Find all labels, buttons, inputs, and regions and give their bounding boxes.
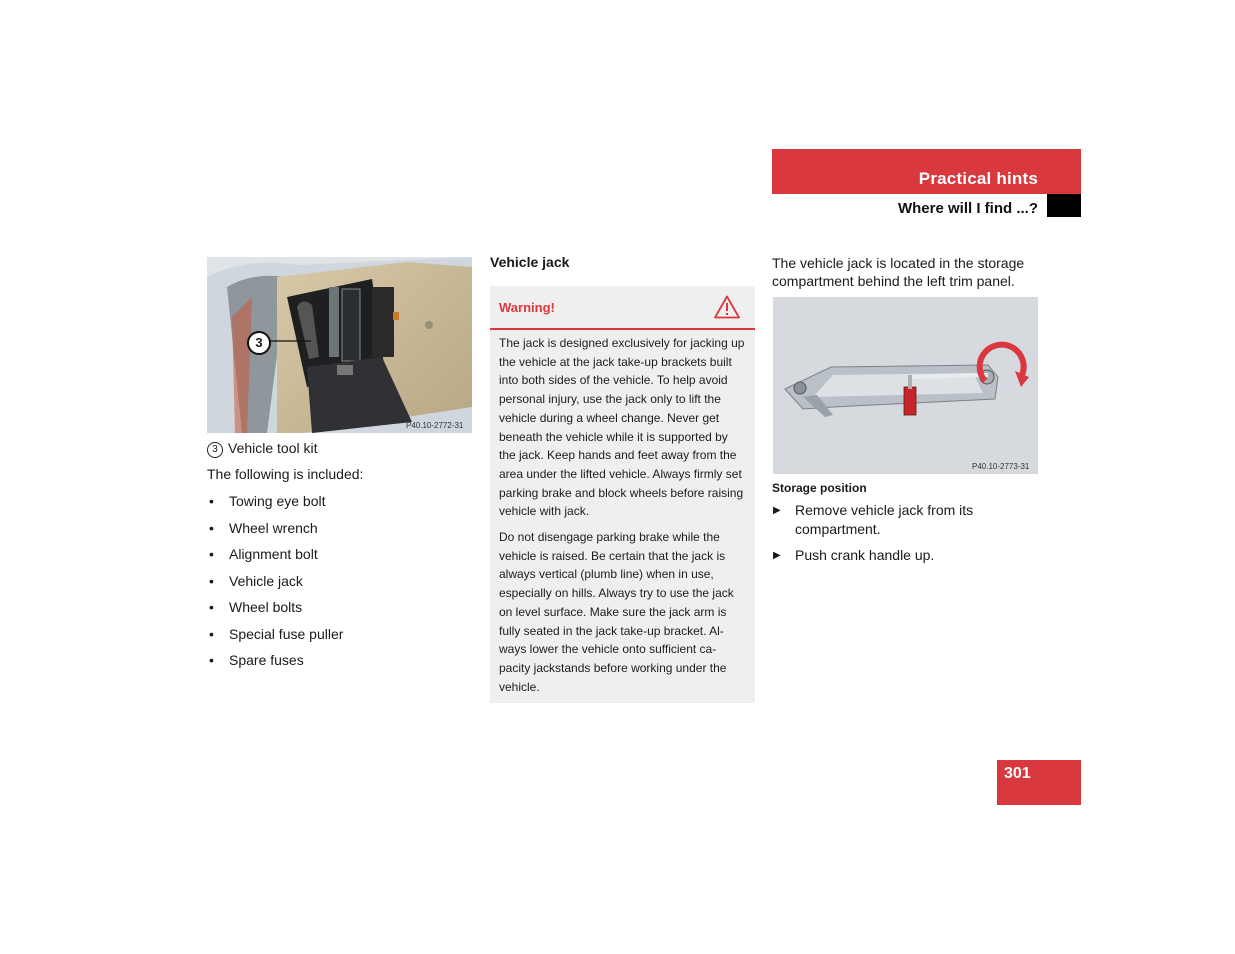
list-item: • Vehicle jack [207, 572, 343, 599]
callout-number: 3 [247, 331, 271, 355]
jack-storage-figure [773, 297, 1038, 474]
list-item: • Wheel bolts [207, 598, 343, 625]
list-item: • Wheel wrench [207, 519, 343, 546]
included-intro: The following is included: [207, 466, 364, 482]
warning-paragraph: The jack is designed exclusively for jacking up the vehicle at the jack take-up brackets built into both sides of the vehicle. To help avoid personal injury, use the jack only to lift the vehicle during a wheel change. Never get beneath the vehicle while it is supported by the jack. Keep hands and feet away from the area under the lifted vehicle. Always firmly set parking brake and block wheels before raising vehicle with jack. [499, 336, 745, 519]
subsection-title: Where will I find ...? [897, 200, 1038, 217]
callout-reference: 3 [207, 442, 223, 458]
tool-kit-caption-text: Vehicle tool kit [228, 440, 318, 456]
section-title: Practical hints [918, 169, 1038, 188]
list-item: ▶ Remove vehicle jack from its compartment. [772, 501, 1042, 539]
warning-paragraph: Do not disengage parking brake while the vehicle is raised. Be certain that the jack is always vertical (plumb line) when in use, especially on hills. Always try to use the jack on level surface. Make sure the jack arm is fully seated in the jack take-up bracket. Al-ways lower the vehicle onto sufficient ca-pacity jackstands before working under the vehicle. [499, 530, 734, 694]
warning-title: Warning! [499, 300, 555, 315]
vehicle-jack-heading: Vehicle jack [490, 254, 570, 270]
list-item: • Alignment bolt [207, 545, 343, 572]
tool-kit-figure [207, 257, 472, 433]
figure-code: P40.10-2772-31 [406, 421, 464, 430]
list-item: • Spare fuses [207, 651, 343, 678]
instruction-steps [772, 501, 1042, 572]
jack-illustration [773, 297, 1038, 474]
list-item: • Towing eye bolt [207, 492, 343, 519]
list-item: • Special fuse puller [207, 625, 343, 652]
storage-caption: Storage position [772, 481, 867, 495]
figure-code: P40.10-2773-31 [972, 462, 1030, 471]
page-number: 301 [1004, 765, 1031, 782]
jack-location-text: The vehicle jack is located in the storage compartment behind the left trim panel. [772, 255, 1025, 289]
warning-triangle-icon [714, 295, 740, 319]
tool-kit-caption [207, 440, 318, 458]
list-item: ▶ Push crank handle up. [772, 546, 1042, 565]
tool-kit-list [207, 492, 343, 678]
header-marker-block [1047, 194, 1081, 217]
